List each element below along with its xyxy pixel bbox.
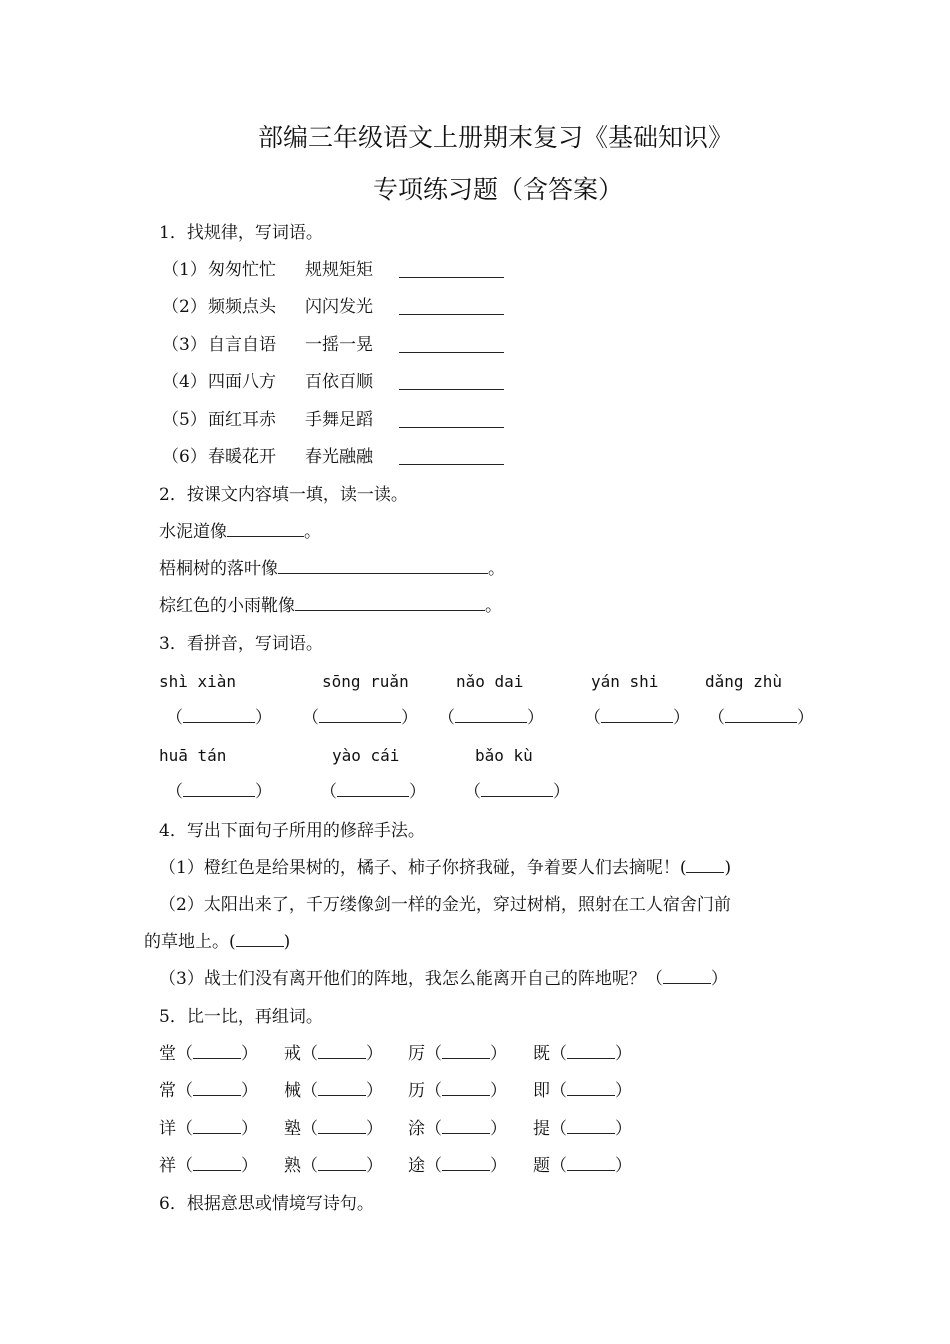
pinyin-answer-box[interactable] [708,707,814,729]
question-4-sentence-3 [159,968,728,990]
compare-character-cell [533,1080,632,1102]
character: 既 [533,1044,550,1064]
answer-blank[interactable] [318,1081,366,1096]
pinyin-answer-box[interactable] [166,707,272,729]
answer-blank[interactable] [455,708,527,723]
paren-open: （ [176,1118,193,1139]
paren-open: （ [425,1081,442,1102]
answer-blank[interactable] [663,969,711,984]
character: 提 [533,1118,550,1139]
paren-open: （ [301,1156,318,1177]
compare-character-cell [159,1118,258,1140]
answer-blank[interactable] [442,1119,490,1134]
paren-open: （ [550,1081,567,1102]
item-number: （6） [162,447,207,467]
paren-close: ） [255,708,272,728]
compare-character-cell [284,1118,383,1140]
character: 题 [533,1156,550,1177]
paren-open: （ [301,1118,318,1139]
paren-close: ） [490,1044,507,1064]
answer-blank[interactable] [193,1156,241,1171]
paren-close: ） [615,1081,632,1102]
answer-blank[interactable] [318,1044,366,1059]
page-title: 部编三年级语文上册期末复习《基础知识》 [258,123,734,152]
compare-character-cell [408,1043,507,1065]
paren-open: （ [320,782,337,802]
answer-blank[interactable] [193,1119,241,1134]
compare-character-cell [408,1118,507,1140]
paren-open: （ [438,708,455,728]
word-example-2: 百依百顺 [305,372,373,393]
question-4-sentence-2-cont [144,931,290,953]
sentence-end: 。 [304,522,321,542]
answer-blank[interactable] [399,374,504,390]
question-2-sentence [159,595,502,617]
item-number: （5） [162,409,207,430]
paren-open: （ [301,1081,318,1102]
paren-open: （ [550,1044,567,1064]
compare-character-cell [533,1118,632,1140]
paren-close: ） [241,1118,258,1139]
paren-close: ） [615,1156,632,1177]
paren-close: ） [615,1044,632,1064]
answer-blank[interactable] [399,449,504,465]
sentence-text: （3）战士们没有离开他们的阵地，我怎么能离开自己的阵地呢？（ [159,969,663,989]
sentence-end: 。 [488,559,505,579]
pinyin-label: sōng ruǎn [322,672,409,691]
question-2-sentence [159,558,505,580]
paren-close: ） [366,1081,383,1102]
page-subtitle: 专项练习题（含答案） [373,175,624,204]
answer-blank[interactable] [442,1044,490,1059]
question-1-heading: 1．找规律，写词语。 [159,223,323,243]
paren-close: ) [283,932,291,952]
pinyin-label: yào cái [332,746,400,765]
paren-close: ） [366,1044,383,1064]
answer-blank[interactable] [193,1081,241,1096]
word-example-1: 四面八方 [208,372,276,393]
question-4-sentence-2: （2）太阳出来了，千万缕像剑一样的金光，穿过树梢，照射在工人宿舍门前 [159,895,731,915]
paren-open: （ [176,1081,193,1102]
answer-blank[interactable] [399,412,504,428]
paren-close: ） [366,1156,383,1177]
character: 戒 [284,1044,301,1064]
paren-open: （ [166,782,183,802]
pinyin-label: shì xiàn [159,672,237,691]
paren-close: ) [724,858,732,878]
compare-character-cell [159,1080,258,1102]
sentence-end: 。 [485,596,502,616]
word-example-2: 规规矩矩 [305,260,373,280]
question-5-heading: 5．比一比，再组词。 [159,1007,323,1027]
word-example-1: 春暖花开 [208,447,276,467]
answer-blank[interactable] [399,299,504,315]
item-number: （1） [162,260,207,280]
character: 历 [408,1081,425,1102]
word-example-1: 面红耳赤 [208,409,276,430]
question-4-sentence-1 [159,857,731,879]
sentence-text: 水泥道像 [159,522,227,542]
paren-open: （ [550,1118,567,1139]
paren-close: ） [241,1156,258,1177]
paren-close: ） [490,1118,507,1139]
compare-character-cell [159,1043,258,1065]
pinyin-answer-box[interactable] [584,707,690,729]
paren-open: （ [550,1156,567,1177]
answer-blank[interactable] [442,1081,490,1096]
character: 熟 [284,1156,301,1177]
answer-blank[interactable] [601,708,673,723]
sentence-text: 棕红色的小雨靴像 [159,596,295,616]
answer-blank[interactable] [567,1156,615,1171]
word-example-2: 春光融融 [305,447,373,467]
paren-open: （ [176,1156,193,1177]
compare-character-cell [284,1155,383,1177]
paren-close: ） [255,782,272,802]
compare-character-cell [533,1043,632,1065]
paren-open: （ [708,708,725,728]
paren-open: （ [464,782,481,802]
answer-blank[interactable] [236,932,284,947]
word-example-1: 匆匆忙忙 [208,260,276,280]
answer-blank[interactable] [567,1044,615,1059]
paren-open: （ [302,708,319,728]
answer-blank[interactable] [567,1119,615,1134]
question-4-heading: 4．写出下面句子所用的修辞手法。 [159,821,425,841]
answer-blank[interactable] [319,708,401,723]
paren-close: ） [401,708,418,728]
answer-blank[interactable] [725,708,797,723]
paren-open: （ [176,1044,193,1064]
answer-blank[interactable] [193,1044,241,1059]
question-3-heading: 3．看拼音，写词语。 [159,634,323,654]
paren-close: ） [615,1118,632,1139]
pinyin-answer-box[interactable] [320,781,426,803]
paren-close: ） [490,1081,507,1102]
word-example-1: 自言自语 [208,334,276,355]
question-2-heading: 2．按课文内容填一填，读一读。 [159,485,408,505]
word-example-2: 手舞足蹈 [305,409,373,430]
character: 厉 [408,1044,425,1064]
sentence-text: 的草地上。( [144,932,236,952]
item-number: （4） [162,372,207,393]
question-2-sentence [159,521,321,543]
pinyin-answer-box[interactable] [438,707,544,729]
pinyin-label: yán shi [591,672,659,691]
paren-open: （ [584,708,601,728]
item-number: （3） [162,334,207,355]
word-example-2: 一摇一晃 [305,334,373,355]
pinyin-label: nǎo dai [456,672,524,691]
paren-open: （ [425,1118,442,1139]
pinyin-label: dǎng zhù [705,672,783,691]
paren-close: ） [241,1081,258,1102]
sentence-text: 梧桐树的落叶像 [159,559,278,579]
compare-character-cell [284,1043,383,1065]
character: 涂 [408,1118,425,1139]
compare-character-cell [159,1155,258,1177]
pinyin-answer-box[interactable] [302,707,418,729]
compare-character-cell [408,1155,507,1177]
character: 详 [159,1118,176,1139]
character: 即 [533,1081,550,1102]
answer-blank[interactable] [337,782,409,797]
pinyin-label: huā tán [159,746,227,765]
character: 祥 [159,1156,176,1177]
paren-open: （ [425,1044,442,1064]
answer-blank[interactable] [399,262,504,278]
character: 堂 [159,1044,176,1064]
paren-close: ） [241,1044,258,1064]
paren-open: （ [425,1156,442,1177]
answer-blank[interactable] [295,595,485,611]
pinyin-answer-box[interactable] [464,781,570,803]
answer-blank[interactable] [686,858,724,873]
answer-blank[interactable] [399,337,504,353]
question-6-heading: 6．根据意思或情境写诗句。 [159,1194,374,1214]
paren-close: ） [366,1118,383,1139]
paren-close: ） [553,782,570,802]
character: 塾 [284,1118,301,1139]
word-example-2: 闪闪发光 [305,297,373,318]
paren-close: ） [527,708,544,728]
compare-character-cell [284,1080,383,1102]
character: 途 [408,1156,425,1177]
compare-character-cell [408,1080,507,1102]
paren-close: ） [409,782,426,802]
answer-blank[interactable] [481,782,553,797]
sentence-text: （1）橙红色是给果树的，橘子、柿子你挤我碰，争着要人们去摘呢！( [159,858,687,878]
answer-blank[interactable] [318,1156,366,1171]
answer-blank[interactable] [227,521,304,537]
paren-close: ） [673,708,690,728]
pinyin-answer-box[interactable] [166,781,272,803]
paren-close: ） [797,708,814,728]
item-number: （2） [162,297,207,318]
character: 械 [284,1081,301,1102]
pinyin-label: bǎo kù [475,746,533,765]
word-example-1: 频频点头 [208,297,276,318]
answer-blank[interactable] [183,782,255,797]
compare-character-cell [533,1155,632,1177]
answer-blank[interactable] [442,1156,490,1171]
answer-blank[interactable] [183,708,255,723]
paren-open: （ [166,708,183,728]
answer-blank[interactable] [567,1081,615,1096]
paren-open: （ [301,1044,318,1064]
character: 常 [159,1081,176,1102]
paren-close: ） [710,969,728,989]
answer-blank[interactable] [318,1119,366,1134]
paren-close: ） [490,1156,507,1177]
answer-blank[interactable] [278,558,488,574]
